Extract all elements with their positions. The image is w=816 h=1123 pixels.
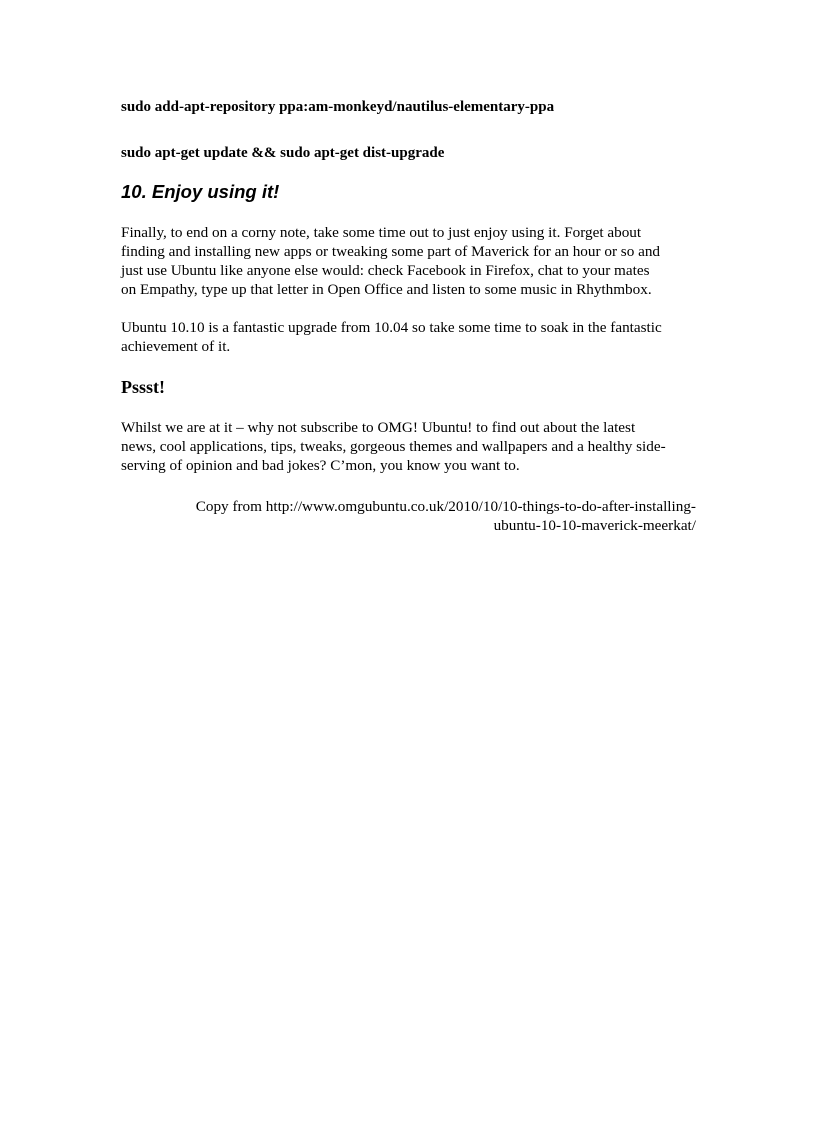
command-line-add-repository: sudo add-apt-repository ppa:am-monkeyd/nautilus-elementary-ppa	[121, 99, 555, 115]
paragraph-line: serving of opinion and bad jokes? C’mon, you know you want to.	[121, 457, 520, 474]
paragraph-line: on Empathy, type up that letter in Open Office and listen to some music in Rhythmbox.	[121, 281, 652, 298]
paragraph-subscribe	[121, 418, 696, 475]
paragraph-line: Whilst we are at it – why not subscribe to OMG! Ubuntu! to find out about the latest	[121, 419, 636, 436]
credit-line: Copy from http://www.omgubuntu.co.uk/2010/10/10-things-to-do-after-installing-	[195, 498, 696, 515]
section-heading-pssst: Pssst!	[121, 377, 165, 397]
paragraph-line: achievement of it.	[121, 338, 231, 355]
credit-line: ubuntu-10-10-maverick-meerkat/	[493, 517, 696, 534]
paragraph-line: Finally, to end on a corny note, take some time out to just enjoy using it. Forget about	[121, 224, 642, 241]
document-content	[121, 98, 696, 535]
paragraph-line: just use Ubuntu like anyone else would: check Facebook in Firefox, chat to your mates	[121, 262, 650, 279]
paragraph-enjoy	[121, 223, 696, 299]
paragraph-upgrade	[121, 318, 696, 356]
source-credit	[121, 497, 696, 535]
paragraph-line: news, cool applications, tips, tweaks, gorgeous themes and wallpapers and a healthy side-	[121, 438, 666, 455]
paragraph-line: Ubuntu 10.10 is a fantastic upgrade from 10.04 so take some time to soak in the fantastic	[121, 319, 662, 336]
command-line-update-upgrade: sudo apt-get update && sudo apt-get dist-upgrade	[121, 145, 445, 161]
section-heading-enjoy: 10. Enjoy using it!	[121, 181, 280, 202]
paragraph-line: finding and installing new apps or tweaking some part of Maverick for an hour or so and	[121, 243, 661, 260]
